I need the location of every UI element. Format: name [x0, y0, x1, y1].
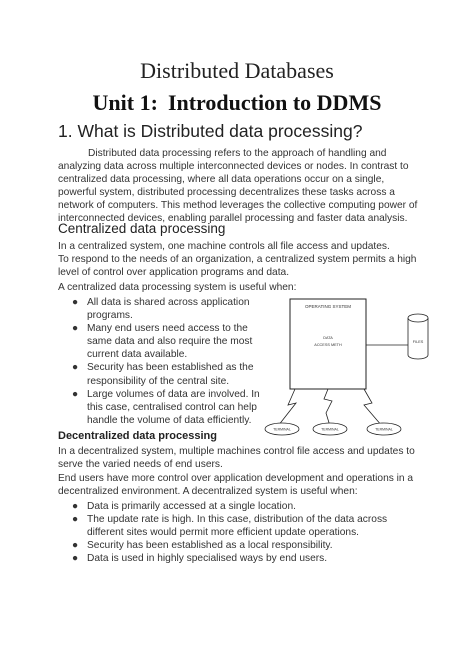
- link-1: [278, 389, 296, 426]
- bullet-icon: ●: [72, 388, 79, 400]
- bullet-icon: ●: [72, 362, 79, 374]
- terminal-label-1: TERMINAL: [273, 427, 291, 432]
- centralized-heading: Centralized data processing: [58, 221, 226, 236]
- link-3: [364, 389, 382, 426]
- centralized-paragraph-3: A centralized data processing system is useful when:: [58, 282, 297, 293]
- system-line-2: DATA: [323, 336, 333, 340]
- document-title: Distributed Databases: [140, 58, 334, 83]
- bullet-icon: ●: [72, 297, 79, 308]
- bullet-icon: ●: [72, 514, 79, 526]
- list-item: ● Many end users need access to the same data and also require the most current data available.: [72, 323, 253, 361]
- centralized-paragraph-1: In a centralized system, one machine controls all file access and updates.: [58, 241, 390, 252]
- list-item: ● Data is used in highly specialised ways by end users.: [72, 553, 328, 565]
- centralized-bullet-list: [58, 296, 268, 427]
- files-label: FILES: [412, 340, 424, 344]
- list-item: ● Large volumes of data are involved. In this case, centralised control can help handle the volume of data efficiently.: [72, 388, 260, 426]
- intro-paragraph: Distributed data processing refers to the approach of handling and analyzing data across multiple interconnected devices or nodes. In contrast to centralized data processing, where all data operations occur on a single, powerful system, distributed processing decentralizes these tasks across a network of computers. This method leverages the collective computing power of interconnected devices, enabling parallel processing and faster data analysis.: [58, 148, 418, 225]
- bullet-icon: ●: [72, 540, 79, 552]
- bullet-icon: ●: [72, 501, 79, 512]
- list-item: ● Security has been established as a local responsibility.: [72, 540, 333, 552]
- list-item: ● Data is primarily accessed at a single location.: [72, 501, 296, 512]
- link-2: [324, 389, 332, 426]
- centralized-system-diagram: [260, 293, 424, 433]
- decentralized-bullet-list: [58, 500, 420, 565]
- unit-heading: [0, 90, 474, 116]
- list-item: ● The update rate is high. In this case, distribution of the data across different sites would permit more efficient update operations.: [72, 514, 388, 539]
- list-item: ● All data is shared across application programs.: [72, 297, 250, 322]
- system-line-3: ACCESS METH: [314, 343, 342, 347]
- decentralized-paragraph-2: End users have more control over application development and operations in a decentralized environment. A decentralized system is useful when:: [58, 473, 414, 498]
- unit-title: Introduction to DDMS: [167, 90, 382, 115]
- terminal-label-2: TERMINAL: [321, 427, 339, 432]
- bullet-icon: ●: [72, 323, 79, 335]
- bullet-icon: ●: [72, 553, 79, 565]
- decentralized-heading: Decentralized data processing: [58, 430, 217, 442]
- system-label: OPERATING SYSTEM: [305, 304, 351, 309]
- unit-label: Unit 1:: [92, 90, 158, 115]
- list-item: ● Security has been established as the responsibility of the central site.: [72, 362, 254, 387]
- centralized-paragraph-2: To respond to the needs of an organization, a centralized system permits a high level of control over application programs and data.: [58, 254, 417, 279]
- files-cylinder: [408, 314, 428, 359]
- section-heading: 1. What is Distributed data processing?: [58, 121, 363, 141]
- terminal-label-3: TERMINAL: [375, 427, 393, 432]
- decentralized-paragraph-1: In a decentralized system, multiple machines control file access and updates to serve the varied needs of end users.: [58, 446, 415, 471]
